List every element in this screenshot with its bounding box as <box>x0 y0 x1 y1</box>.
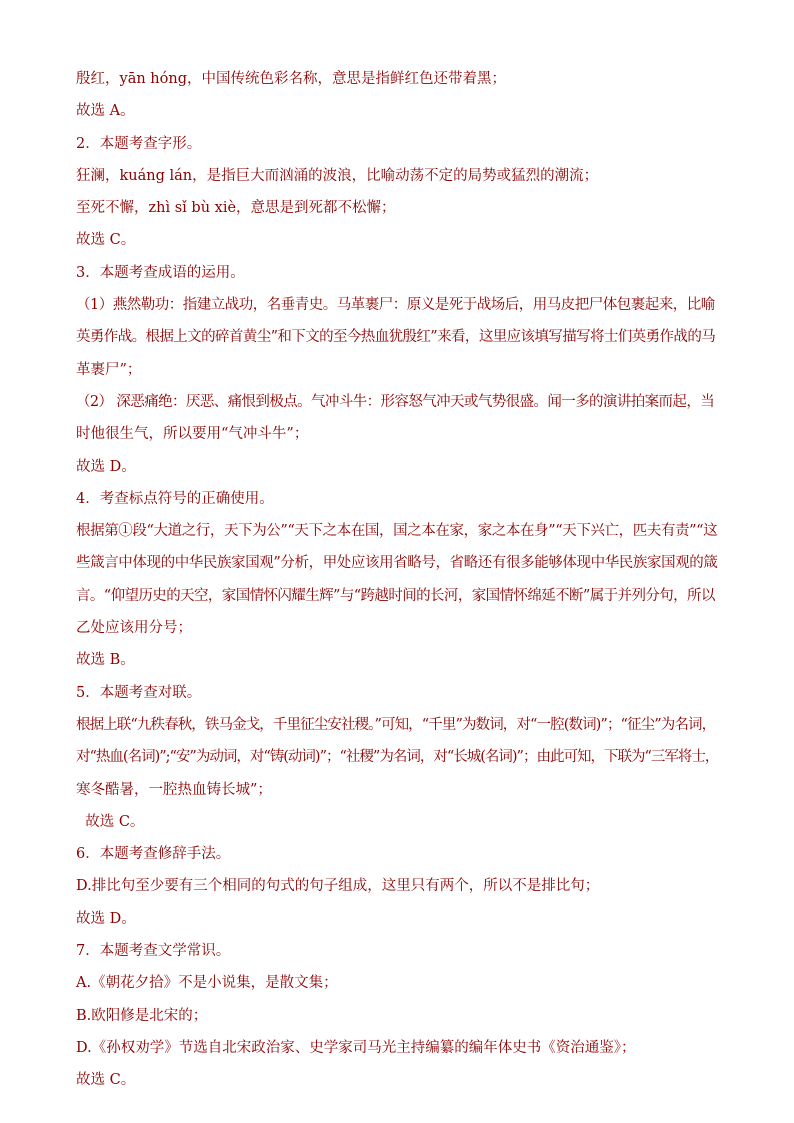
text-line: 故选 D。 <box>76 458 136 475</box>
text-line: （2） 深恶痛绝：厌恶、痛恨到极点。气冲斗牛：形容怒气冲天或气势很盛。闻一多的演讲拍案而起，当 <box>76 393 715 410</box>
text-line: 殷红，yān hóng，中国传统色彩名称，意思是指鲜红色还带着黑； <box>76 71 506 87</box>
text-line: 故选 D。 <box>76 910 136 927</box>
text-line: 至死不懈，zhì sǐ bù xiè，意思是到死都不松懈； <box>76 200 396 217</box>
text-line: 5．本题考查对联。 <box>76 684 202 701</box>
text-line: 2．本题考查字形。 <box>76 135 202 152</box>
text-line: 4．考查标点符号的正确使用。 <box>76 490 274 507</box>
text-line: D.排比句至少要有三个相同的句式的句子组成，这里只有两个，所以不是排比句； <box>76 878 600 895</box>
text-line: D.《孙权劝学》节选自北宋政治家、史学家司马光主持编纂的编年体史书《资治通鉴》； <box>76 1039 636 1056</box>
document-page <box>76 66 718 1100</box>
text-line: 狂澜，kuáng lán，是指巨大而汹涌的波浪，比喻动荡不定的局势或猛烈的潮流； <box>76 167 599 184</box>
text-line: 故选 C。 <box>76 1072 136 1089</box>
text-line: （1）燕然勒功：指建立战功，名垂青史。马革裹尸：原义是死于战场后，用马皮把尸体包裹起来，比喻 <box>76 297 715 314</box>
text-line: 时他很生气，所以要用“气冲斗牛”； <box>76 426 309 443</box>
text-line: 6．本题考查修辞手法。 <box>76 846 231 863</box>
text-line: 乙处应该用分号； <box>76 620 192 637</box>
text-line: 故选 C。 <box>76 813 145 830</box>
text-line: A.《朝花夕拾》不是小说集，是散文集； <box>76 975 338 992</box>
text-line: 3．本题考查成语的运用。 <box>76 264 245 281</box>
text-line: B.欧阳修是北宋的； <box>76 1007 208 1024</box>
text-line: 故选 A。 <box>76 103 135 120</box>
text-line: 故选 B。 <box>76 652 135 669</box>
text-line: 寒冬酷暑，一腔热血铸长城”； <box>76 781 272 798</box>
text-line: 英勇作战。根据上文的碎首黄尘”和下文的至今热血犹殷红”来看，这里应该填写描写将士们英勇作战的马 <box>76 329 716 346</box>
text-line: 7．本题考查文学常识。 <box>76 943 231 960</box>
text-line: 些箴言中体现的中华民族家国观”分析，甲处应该用省略号，省略还有很多能够体现中华民族家国观的箴 <box>76 555 718 572</box>
text-line: 根据上联“九秩春秋，铁马金戈，千里征尘安社稷。”可知，“千里”为数词，对“一腔(数词)”；“征尘”为名词， <box>76 716 716 733</box>
text-line: 对“热血(名词)”;“安”为动词，对“铸(动词)”；“社稷”为名词，对“长城(名词)”；由此可知，下联为“三军将士， <box>76 749 719 766</box>
text-line: 故选 C。 <box>76 232 136 249</box>
text-line: 革裹尸”； <box>76 361 142 378</box>
text-line: 言。“仰望历史的天空，家国情怀闪耀生辉”与“跨越时间的长河，家国情怀绵延不断”属于并列分句，所以 <box>76 587 715 604</box>
text-line: 根据第①段“大道之行，天下为公”“天下之本在国，国之本在家，家之本在身”“天下兴亡，匹夫有责”“这 <box>76 523 718 540</box>
